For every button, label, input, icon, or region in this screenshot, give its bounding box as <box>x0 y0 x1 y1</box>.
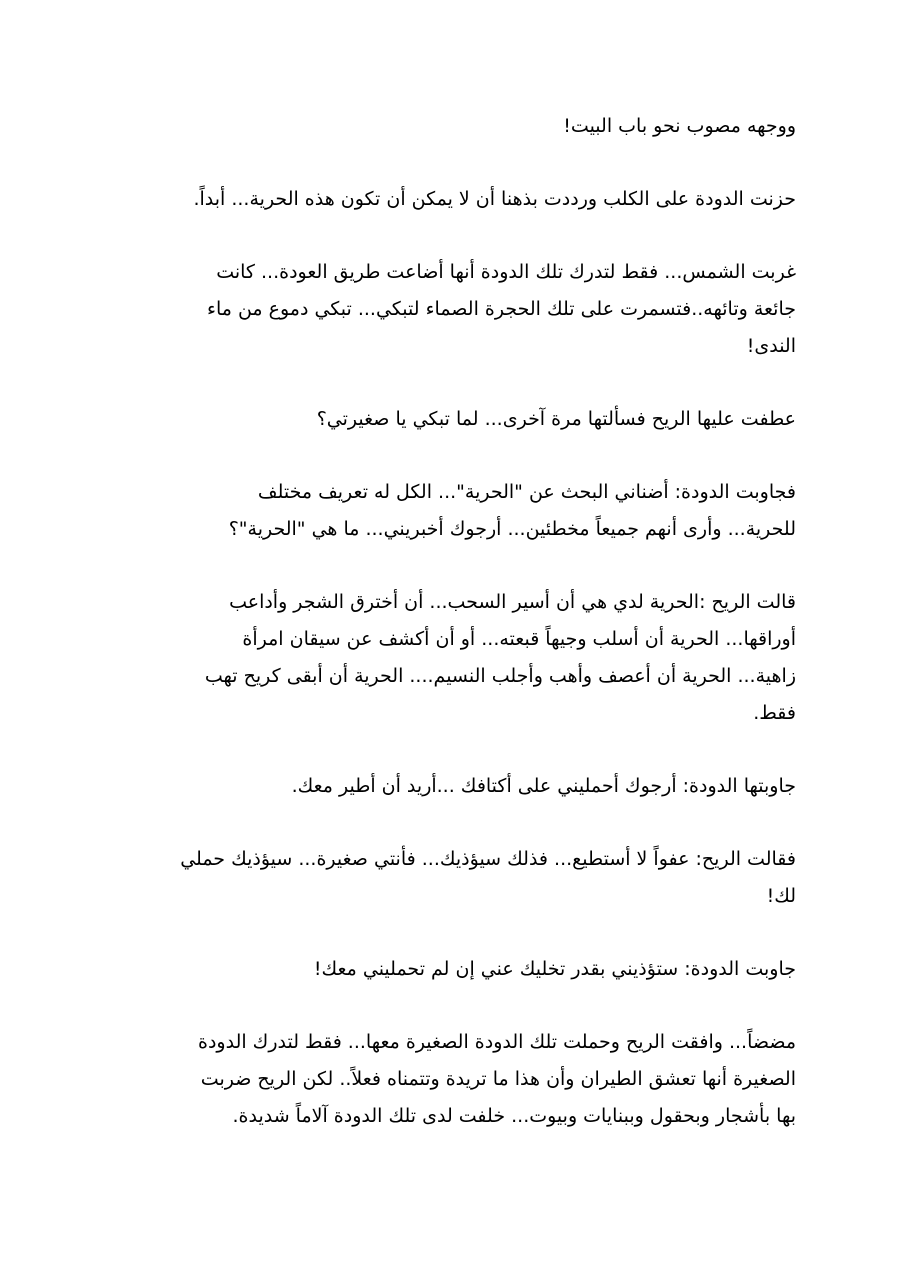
text-line: جاوبت الدودة: ستؤذيني بقدر تخليك عني إن لم تحمليني معك! <box>313 958 796 980</box>
text-line: جاوبتها الدودة: أرجوك أحمليني على أكتافك ...أريد أن أطير معك. <box>291 775 796 797</box>
paragraph <box>116 584 796 732</box>
paragraph <box>116 841 796 915</box>
text-line: فجاوبت الدودة: أضناني البحث عن "الحرية"... الكل له تعريف مختلف <box>257 481 796 503</box>
text-line: غربت الشمس... فقط لتدرك تلك الدودة أنها أضاعت طريق العودة... كانت <box>216 261 796 283</box>
text-line: فقالت الريح: عفواً لا أستطيع... فذلك سيؤذيك... فأنتي صغيرة... سيؤذيك حملي <box>180 848 796 870</box>
paragraph <box>116 951 796 988</box>
text-line: فقط. <box>753 702 796 724</box>
text-line: الصغيرة أنها تعشق الطيران وأن هذا ما تريدة وتتمناه فعلاً.. لكن الريح ضربت <box>200 1068 796 1090</box>
text-line: زاهية... الحرية أن أعصف وأهب وأجلب النسيم.... الحرية أن أبقى كريح تهب <box>204 665 796 687</box>
text-line: الندى! <box>746 335 796 357</box>
paragraph <box>116 181 796 218</box>
text-line: قالت الريح :الحرية لدي هي أن أسير السحب... أن أخترق الشجر وأداعب <box>229 591 796 613</box>
paragraph <box>116 1024 796 1135</box>
paragraph <box>116 401 796 438</box>
text-line: عطفت عليها الريح فسألتها مرة آخرى... لما تبكي يا صغيرتي؟ <box>316 408 796 430</box>
text-line: بها بأشجار وبحقول وببنايات وبيوت... خلفت لدى تلك الدودة آلاماً شديدة. <box>232 1105 796 1127</box>
text-line: أوراقها... الحرية أن أسلب وجيهاً قبعته... أو أن أكشف عن سيقان امرأة <box>242 628 796 650</box>
text-line: مضضاً... وافقت الريح وحملت تلك الدودة الصغيرة معها... فقط لتدرك الدودة <box>198 1031 796 1053</box>
text-line: للحرية... وأرى أنهم جميعاً مخطئين... أرجوك أخبريني... ما هي "الحرية"؟ <box>228 518 796 540</box>
text-line: حزنت الدودة على الكلب ورددت بذهنا أن لا يمكن أن تكون هذه الحرية... أبداً. <box>193 188 796 210</box>
text-line: ووجهه مصوب نحو باب البيت! <box>563 115 796 137</box>
paragraph <box>116 768 796 805</box>
text-line: جائعة وتائهه..فتسمرت على تلك الحجرة الصماء لتبكي... تبكي دموع من ماء <box>207 298 796 320</box>
paragraph <box>116 254 796 365</box>
paragraph <box>116 108 796 145</box>
paragraph <box>116 474 796 548</box>
text-line: لك! <box>766 885 796 907</box>
document-page <box>116 108 796 1171</box>
